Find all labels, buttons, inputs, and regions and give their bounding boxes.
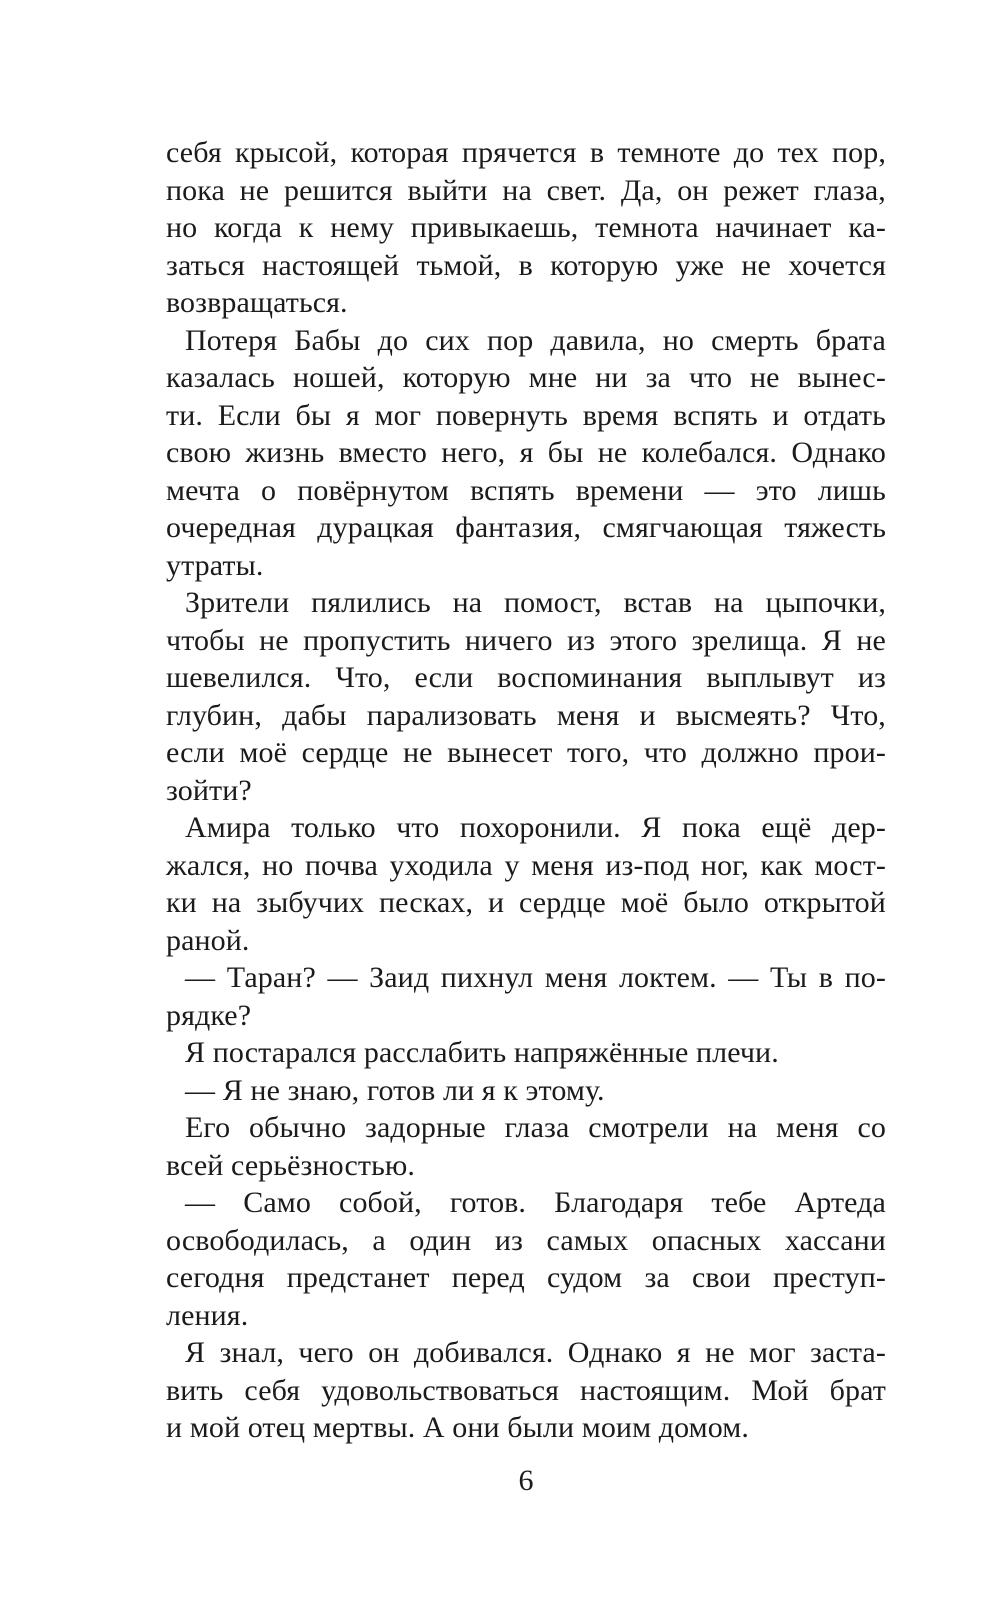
text-line: утраты. (166, 548, 264, 582)
text-line: но когда к нему привыкаешь, темнота начинает ка- (166, 211, 886, 244)
text-line: вить себя удовольствоваться настоящим. Мой брат (166, 1373, 886, 1407)
text-line: себя крысой, которая прячется в темноте до тех пор, (166, 136, 886, 169)
text-line: жался, но почва уходила у меня из-под ног, как мост- (166, 848, 886, 882)
text-line: раной. (166, 923, 250, 957)
text-line: сегодня предстанет перед судом за свои преступ- (166, 1261, 886, 1294)
paragraph (166, 1072, 886, 1110)
paragraph (166, 1334, 886, 1447)
text-line: заться настоящей тьмой, в которую уже не хочется (166, 248, 886, 282)
text-line: ти. Если бы я мог повернуть время вспять и отдать (166, 398, 886, 432)
text-line: свою жизнь вместо него, я бы не колебался. Однако (166, 436, 886, 469)
text-line: Потеря Бабы до сих пор давила, но смерть брата (185, 323, 886, 357)
paragraph (166, 1184, 886, 1334)
paragraph (166, 134, 886, 322)
text-line: — Я не знаю, готов ли я к этому. (185, 1073, 605, 1107)
text-line: и мой отец мертвы. А они были моим домом. (166, 1411, 749, 1444)
paragraph (166, 1034, 886, 1072)
page-number: 6 (518, 1464, 534, 1497)
text-line: возвращаться. (166, 286, 348, 319)
text-line: зойти? (166, 773, 252, 807)
text-line: глубин, дабы парализовать меня и высмеять? Что, (166, 698, 886, 732)
text-line: — Таран? — Заид пихнул меня локтем. — Ты в по- (185, 961, 886, 994)
paragraph (166, 959, 886, 1034)
paragraph (166, 1109, 886, 1184)
text-line: Я знал, чего он добивался. Однако я не мог заста- (185, 1336, 886, 1369)
text-line: пока не решится выйти на свет. Да, он режет глаза, (166, 173, 886, 207)
text-line: Амира только что похоронили. Я пока ещё дер- (185, 811, 886, 844)
text-line: чтобы не пропустить ничего из этого зрелища. Я не (166, 623, 886, 657)
text-line: казалась ношей, которую мне ни за что не вынес- (166, 361, 886, 394)
text-line: — Само собой, готов. Благодаря тебе Артеда (185, 1186, 886, 1219)
text-line: Я постарался расслабить напряжённые плечи. (185, 1036, 779, 1069)
text-line: Зрители пялились на помост, встав на цыпочки, (185, 586, 886, 619)
text-line: ления. (166, 1298, 249, 1332)
text-line: шевелился. Что, если воспоминания выплывут из (166, 661, 886, 694)
text-line: рядке? (166, 998, 252, 1032)
text-line: освободилась, а один из самых опасных хассани (166, 1223, 886, 1257)
paragraph (166, 584, 886, 809)
paragraph (166, 322, 886, 585)
text-line: всей серьёзностью. (166, 1148, 416, 1182)
text-line: очередная дурацкая фантазия, смягчающая тяжесть (166, 511, 886, 544)
paragraph (166, 809, 886, 959)
text-line: ки на зыбучих песках, и сердце моё было открытой (166, 886, 886, 919)
text-line: Его обычно задорные глаза смотрели на меня со (185, 1111, 886, 1144)
text-block (166, 134, 886, 1447)
text-line: мечта о повёрнутом вспять времени — это лишь (166, 473, 886, 507)
text-line: если моё сердце не вынесет того, что должно прои- (166, 736, 886, 769)
